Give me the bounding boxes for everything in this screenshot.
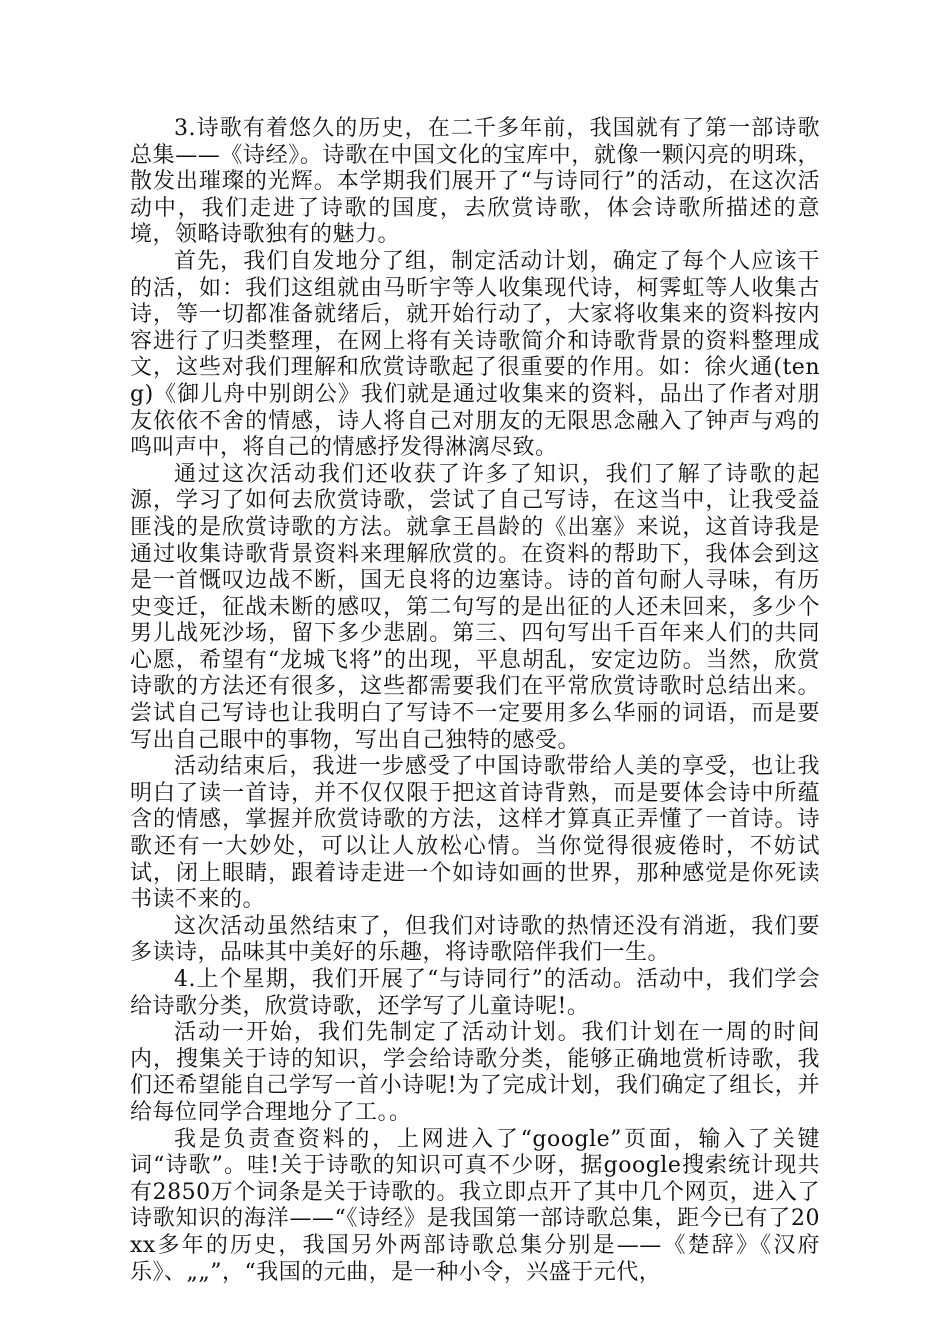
paragraph-7: 活动一开始，我们先制定了活动计划。我们计划在一周的时间内，搜集关于诗的知识，学会给诗歌分类，能够正确地赏析诗歌，我们还希望能自己学写一首小诗呢!为了完成计划，我们确定了组长，并给每位同学合理地分了工。。: [130, 1020, 820, 1125]
paragraph-4: 活动结束后，我进一步感受了中国诗歌带给人美的享受，也让我明白了读一首诗，并不仅仅限于把这首诗背熟，而是要体会诗中所蕴含的情感，掌握并欣赏诗歌的方法，这样才算真正弄懂了一首诗。诗歌还有一大妙处，可以让人放松心情。当你觉得很疲倦时，不妨试试，闭上眼睛，跟着诗走进一个如诗如画的世界，那种感觉是你死读书读不来的。: [130, 754, 820, 913]
paragraph-2: 首先，我们自发地分了组，制定活动计划，确定了每个人应该干的活，如：我们这组就由马昕宇等人收集现代诗，柯霁虹等人收集古诗，等一切都准备就绪后，就开始行动了，大家将收集来的资料按内容进行了归类整理，在网上将有关诗歌简介和诗歌背景的资料整理成文，这些对我们理解和欣赏诗歌起了很重要的作用。如：徐火通(teng)《御儿舟中别朗公》我们就是通过收集来的资料，品出了作者对朋友依依不舍的情感，诗人将自己对朋友的无限思念融入了钟声与鸡的鸣叫声中，将自己的情感抒发得淋漓尽致。: [130, 248, 820, 461]
paragraph-8: 我是负责查资料的，上网进入了“google”页面，输入了关键词“诗歌”。哇!关于诗歌的知识可真不少呀，据google搜索统计现共有2850万个词条是关于诗歌的。我立即点开了其中几个网页，进入了诗歌知识的海洋——“《诗经》是我国第一部诗歌总集，距今已有了20xx多年的历史，我国另外两部诗歌总集分别是——《楚辞》《汉府乐》、„„”，“我国的元曲，是一种小令，兴盛于元代，: [130, 1126, 820, 1285]
paragraph-5: 这次活动虽然结束了，但我们对诗歌的热情还没有消逝，我们要多读诗，品味其中美好的乐趣，将诗歌陪伴我们一生。: [130, 913, 820, 966]
paragraph-6: 4.上个星期，我们开展了“与诗同行”的活动。活动中，我们学会给诗歌分类，欣赏诗歌，还学写了儿童诗呢!。: [130, 967, 820, 1019]
paragraph-3: 通过这次活动我们还收获了许多了知识，我们了解了诗歌的起源，学习了如何去欣赏诗歌，尝试了自己写诗，在这当中，让我受益匪浅的是欣赏诗歌的方法。就拿王昌龄的《出塞》来说，这首诗我是通过收集诗歌背景资料来理解欣赏的。在资料的帮助下，我体会到这是一首慨叹边战不断，国无良将的边塞诗。诗的首句耐人寻味，有历史变迁，征战未断的感叹，第二句写的是出征的人还未回来，多少个男儿战死沙场，留下多少悲剧。第三、四句写出千百年来人们的共同心愿，希望有“龙城飞将”的出现，平息胡乱，安定边防。当然，欣赏诗歌的方法还有很多，这些都需要我们在平常欣赏诗歌时总结出来。尝试自己写诗也让我明白了写诗不一定要用多么华丽的词语，而是要写出自己眼中的事物，写出自己独特的感受。: [130, 461, 820, 753]
paragraph-1: 3.诗歌有着悠久的历史，在二千多年前，我国就有了第一部诗歌总集——《诗经》。诗歌在中国文化的宝库中，就像一颗闪亮的明珠，散发出璀璨的光辉。本学期我们展开了“与诗同行”的活动，在这次活动中，我们走进了诗歌的国度，去欣赏诗歌，体会诗歌所描述的意境，领略诗歌独有的魅力。: [130, 116, 820, 248]
document-body: [130, 116, 820, 1286]
